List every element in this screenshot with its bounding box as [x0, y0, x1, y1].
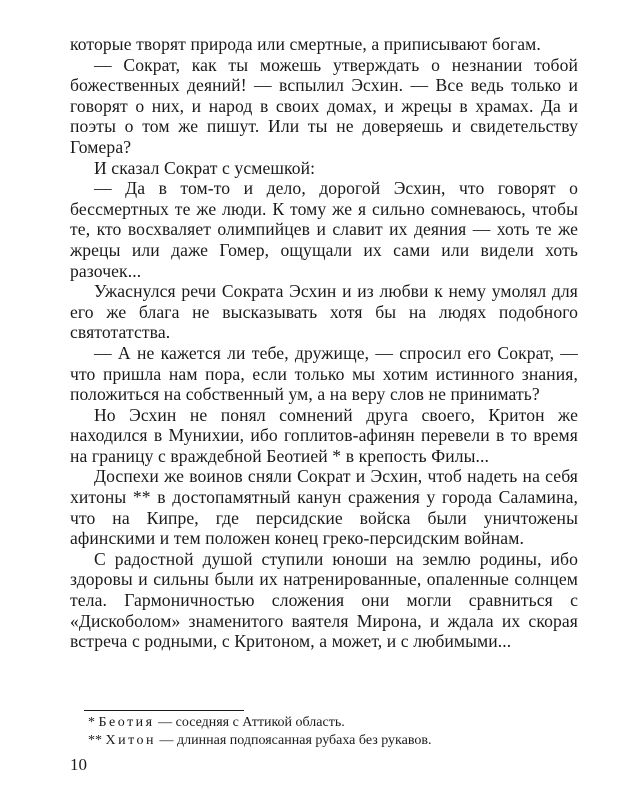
footnote-1 [70, 714, 578, 732]
footnote-term: Беотия [98, 715, 155, 730]
paragraph: Доспехи же воинов сняли Сократ и Эсхин, чтоб надеть на себя хитоны ** в достопамятный канун сражения у города Саламина, что на Кипре, где персидские войска были уничтожены афинскими и тем положен конец греко-персидским войнам. [70, 466, 578, 549]
footnotes [70, 710, 578, 750]
paragraph: Но Эсхин не понял сомнений друга своего, Критон же находился в Мунихии, ибо гоплитов-афинян перевели в то время на границу с враждебной Беотией * в крепость Филы... [70, 404, 578, 466]
page-number: 10 [70, 755, 87, 774]
paragraph: — Да в том-то и дело, дорогой Эсхин, что говорят о бессмертных те же люди. К тому же я сильно сомневаюсь, чтобы те, кто восхваляет олимпийцев и славит их деяния — хоть те же жрецы или даже Гомер, ощущали их сами или видели хоть разочек... [70, 178, 578, 281]
footnote-term: Хитон [105, 733, 157, 748]
footnote-rule [84, 710, 244, 711]
footnote-text: — соседняя с Аттикой область. [158, 715, 345, 730]
body-text [70, 34, 578, 652]
paragraph: И сказал Сократ с усмешкой: [94, 157, 316, 178]
footnote-marker: * [88, 715, 95, 730]
footnote-2 [70, 732, 578, 750]
paragraph: которые творят природа или смертные, а приписывают богам. [70, 34, 541, 54]
paragraph: Ужаснулся речи Сократа Эсхин и из любви к нему умолял для его же блага не высказывать хотя бы на людях подобного святотатства. [70, 281, 578, 343]
footnote-marker: ** [88, 733, 102, 748]
footnote-text: — длинная подпоясанная рубаха без рукавов. [159, 733, 432, 748]
paragraph: С радостной душой ступили юноши на землю родины, ибо здоровы и сильны были их натренированные, опаленные солнцем тела. Гармоничностью сложения они могли сравниться с «Дискоболом» знаменитого ваятеля Мирона, и ждала их скорая встреча с родными, с Критоном, а может, и с любимыми... [70, 548, 578, 652]
paragraph: — Сократ, как ты можешь утверждать о незнании тобой божественных деяний! — вспылил Эсхин. — Все ведь только и говорят о них, и народ в своих домах, и жрецы в храмах. Да и поэты о том же пишут. Или ты не доверяешь и свидетельству Гомера? [70, 54, 578, 157]
paragraph: — А не кажется ли тебе, дружище, — спросил его Сократ, — что пришла нам пора, если только мы хотим истинного знания, положиться на собственный ум, а на веру слов не принимать? [70, 342, 578, 405]
